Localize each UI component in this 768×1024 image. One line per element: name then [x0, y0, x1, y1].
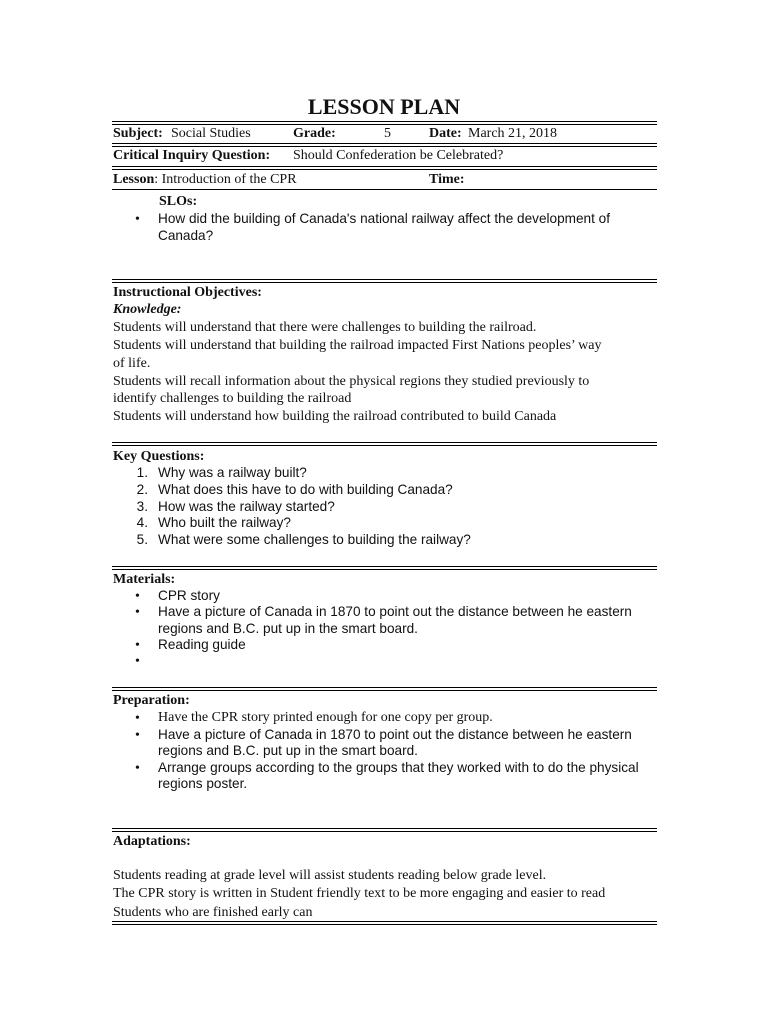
rule: [112, 143, 657, 144]
adaptation-line: Students reading at grade level will assist students reading below grade level.: [113, 868, 547, 883]
subject-value: Social Studies: [171, 126, 251, 141]
rule: [112, 166, 657, 167]
objective-line: Students will understand that there were challenges to building the railroad.: [113, 320, 537, 335]
preparation-item: Have a picture of Canada in 1870 to point out the distance between he eastern: [158, 727, 632, 742]
materials-heading: Materials:: [113, 572, 176, 587]
preparation-heading: Preparation:: [113, 693, 190, 708]
bullet-icon: •: [135, 654, 140, 669]
rule: [112, 282, 657, 283]
list-number: 1.: [136, 465, 148, 480]
date-label: Date:: [429, 126, 462, 141]
adaptation-line: Students who are finished early can: [113, 905, 313, 920]
rule: [112, 169, 657, 170]
preparation-item: Have the CPR story printed enough for one copy per group.: [158, 710, 493, 725]
list-number: 2.: [136, 482, 148, 497]
rule: [112, 279, 657, 280]
objective-line: Students will understand that building the railroad impacted First Nations peoples’ way: [113, 338, 602, 353]
objective-line: Students will recall information about the physical regions they studied previously to: [113, 374, 590, 389]
objective-line: identify challenges to building the railroad: [113, 391, 352, 406]
bullet-icon: •: [135, 605, 140, 620]
rule: [112, 831, 657, 832]
bullet-icon: •: [135, 728, 140, 743]
lesson-value: : Introduction of the CPR: [154, 172, 297, 187]
ciq-value: Should Confederation be Celebrated?: [293, 148, 504, 163]
bullet-icon: •: [135, 638, 140, 653]
key-question-item: What were some challenges to building the railway?: [158, 532, 471, 547]
rule: [112, 924, 657, 925]
rule: [112, 189, 657, 190]
slos-heading: SLOs:: [159, 194, 198, 209]
rule: [112, 828, 657, 829]
list-number: 3.: [136, 499, 148, 514]
lesson-label: Lesson: [113, 172, 155, 187]
rule: [112, 921, 657, 922]
key-question-item: Who built the railway?: [158, 515, 291, 530]
preparation-item: regions poster.: [158, 776, 248, 791]
rule: [112, 442, 657, 443]
knowledge-subheading: Knowledge:: [113, 302, 182, 317]
bullet-icon: •: [135, 212, 140, 227]
list-number: 4.: [136, 515, 148, 530]
objectives-heading: Instructional Objectives:: [113, 285, 262, 300]
slo-item-line2: Canada?: [158, 228, 214, 243]
rule: [112, 687, 657, 688]
objective-line: of life.: [113, 356, 151, 371]
materials-item: CPR story: [158, 588, 220, 603]
materials-item: regions and B.C. put up in the smart board.: [158, 621, 418, 636]
bullet-icon: •: [135, 589, 140, 604]
time-label: Time:: [429, 172, 465, 187]
materials-item: Reading guide: [158, 637, 246, 652]
rule: [112, 569, 657, 570]
ciq-label: Critical Inquiry Question:: [113, 148, 271, 163]
lesson-line: [113, 171, 297, 188]
objective-line: Students will understand how building the railroad contributed to build Canada: [113, 409, 557, 424]
bullet-icon: •: [135, 711, 140, 726]
preparation-item: regions and B.C. put up in the smart board.: [158, 743, 418, 758]
key-question-item: Why was a railway built?: [158, 465, 307, 480]
key-question-item: How was the railway started?: [158, 499, 335, 514]
adaptations-heading: Adaptations:: [113, 834, 191, 849]
adaptation-line: The CPR story is written in Student friendly text to be more engaging and easier to read: [113, 886, 606, 901]
slo-item-line1: How did the building of Canada's national railway affect the development of: [158, 211, 610, 226]
bullet-icon: •: [135, 761, 140, 776]
subject-label: Subject:: [113, 126, 163, 141]
key-questions-heading: Key Questions:: [113, 449, 205, 464]
rule: [112, 690, 657, 691]
preparation-item: Arrange groups according to the groups that they worked with to do the physical: [158, 760, 639, 775]
grade-label: Grade:: [293, 126, 336, 141]
materials-item: Have a picture of Canada in 1870 to point out the distance between he eastern: [158, 604, 632, 619]
rule: [112, 445, 657, 446]
rule: [112, 121, 657, 122]
key-question-item: What does this have to do with building Canada?: [158, 482, 453, 497]
page-title: LESSON PLAN: [307, 94, 461, 119]
grade-value: 5: [384, 126, 391, 141]
list-number: 5.: [136, 532, 148, 547]
rule: [112, 566, 657, 567]
date-value: March 21, 2018: [468, 126, 558, 141]
